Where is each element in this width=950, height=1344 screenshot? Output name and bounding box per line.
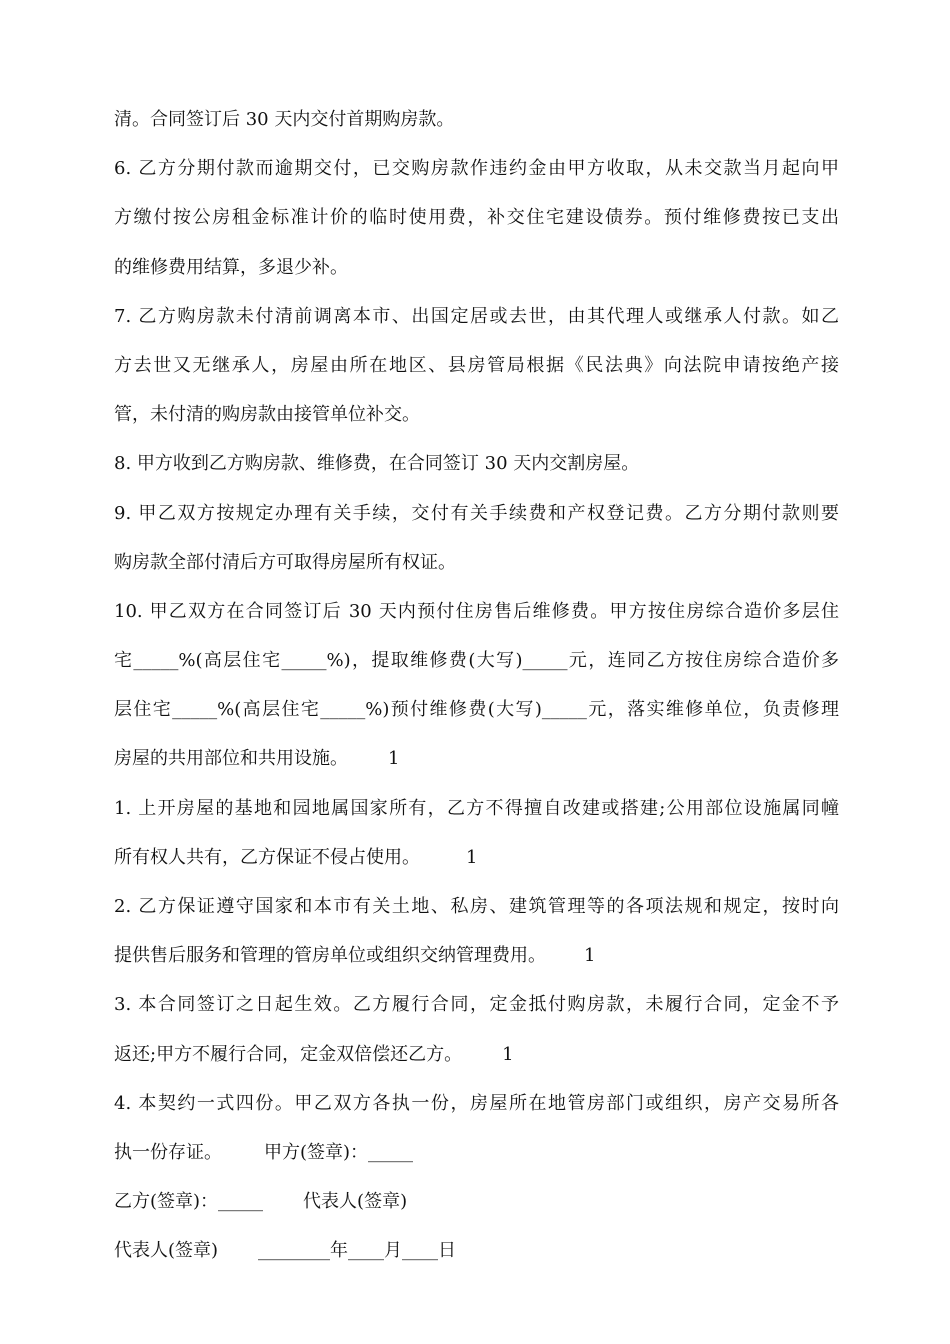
text-line-22-content: 执一份存证。 (114, 1141, 222, 1163)
text-line-18 (114, 931, 839, 980)
party-a-signature: 甲方(签章)：_____ (264, 1141, 414, 1163)
text-line-15: 1. 上开房屋的基地和园地属国家所有，乙方不得擅自改建或搭建;公用部位设施属同幢 (114, 797, 839, 819)
text-line-8: 8. 甲方收到乙方购房款、维修费，在合同签订 30 天内交割房屋。 (114, 453, 640, 475)
text-line-9: 9. 甲乙双方按规定办理有关手续，交付有关手续费和产权登记费。乙方分期付款则要 (114, 502, 839, 524)
page-mark: 1 (584, 945, 596, 967)
date-field: ________年____月____日 (258, 1240, 457, 1262)
text-line-3: 方缴付按公房租金标准计价的临时使用费，补交住宅建设债券。预付维修费按已支出 (114, 207, 839, 229)
text-line-14 (114, 734, 839, 783)
page-mark: 1 (466, 846, 478, 868)
text-line-20 (114, 1030, 839, 1079)
text-line-20-content: 返还;甲方不履行合同，定金双倍偿还乙方。 (114, 1043, 463, 1065)
representative-signature: 代表人(签章) (303, 1191, 408, 1213)
text-line-4: 的维修费用结算，多退少补。 (114, 256, 348, 278)
text-line-2: 6. 乙方分期付款而逾期交付，已交购房款作违约金由甲方收取，从未交款当月起向甲 (114, 158, 839, 180)
page-mark: 1 (502, 1043, 514, 1065)
text-line-13: 层住宅_____%(高层住宅_____%)预付维修费(大写)_____元，落实维修单位，负责修理 (114, 699, 839, 721)
text-line-17: 2. 乙方保证遵守国家和本市有关土地、私房、建筑管理等的各项法规和规定，按时向 (114, 896, 839, 917)
text-line-5: 7. 乙方购房款未付清前调离本市、出国定居或去世，由其代理人或继承人付款。如乙 (114, 305, 839, 327)
page-mark: 1 (388, 748, 400, 770)
text-line-22 (114, 1128, 839, 1177)
contract-page (114, 95, 839, 1276)
text-line-18-content: 提供售后服务和管理的管房单位或组织交纳管理费用。 (114, 945, 546, 967)
representative-signature: 代表人(签章) (114, 1240, 219, 1262)
text-line-24 (114, 1226, 839, 1275)
text-line-14-content: 房屋的共用部位和共用设施。 (114, 748, 348, 770)
text-line-6: 方去世又无继承人，房屋由所在地区、县房管局根据《民法典》向法院申请按绝产接 (114, 354, 839, 376)
text-line-21: 4. 本契约一式四份。甲乙双方各执一份，房屋所在地管房部门或组织，房产交易所各 (114, 1092, 839, 1114)
party-b-signature: 乙方(签章)：_____ (114, 1191, 264, 1213)
text-line-12: 宅_____%(高层住宅_____%)，提取维修费(大写)_____元，连同乙方按住房综合造价多 (114, 650, 839, 672)
text-line-1: 清。合同签订后 30 天内交付首期购房款。 (114, 109, 455, 130)
text-line-10: 购房款全部付清后方可取得房屋所有权证。 (114, 551, 456, 573)
text-line-23 (114, 1177, 839, 1226)
text-line-19: 3. 本合同签订之日起生效。乙方履行合同，定金抵付购房款，未履行合同，定金不予 (114, 994, 839, 1016)
text-line-7: 管，未付清的购房款由接管单位补交。 (114, 404, 420, 426)
text-line-11: 10. 甲乙双方在合同签订后 30 天内预付住房售后维修费。甲方按住房综合造价多层住 (114, 600, 839, 622)
text-line-16-content: 所有权人共有，乙方保证不侵占使用。 (114, 846, 420, 868)
text-line-16 (114, 833, 839, 882)
